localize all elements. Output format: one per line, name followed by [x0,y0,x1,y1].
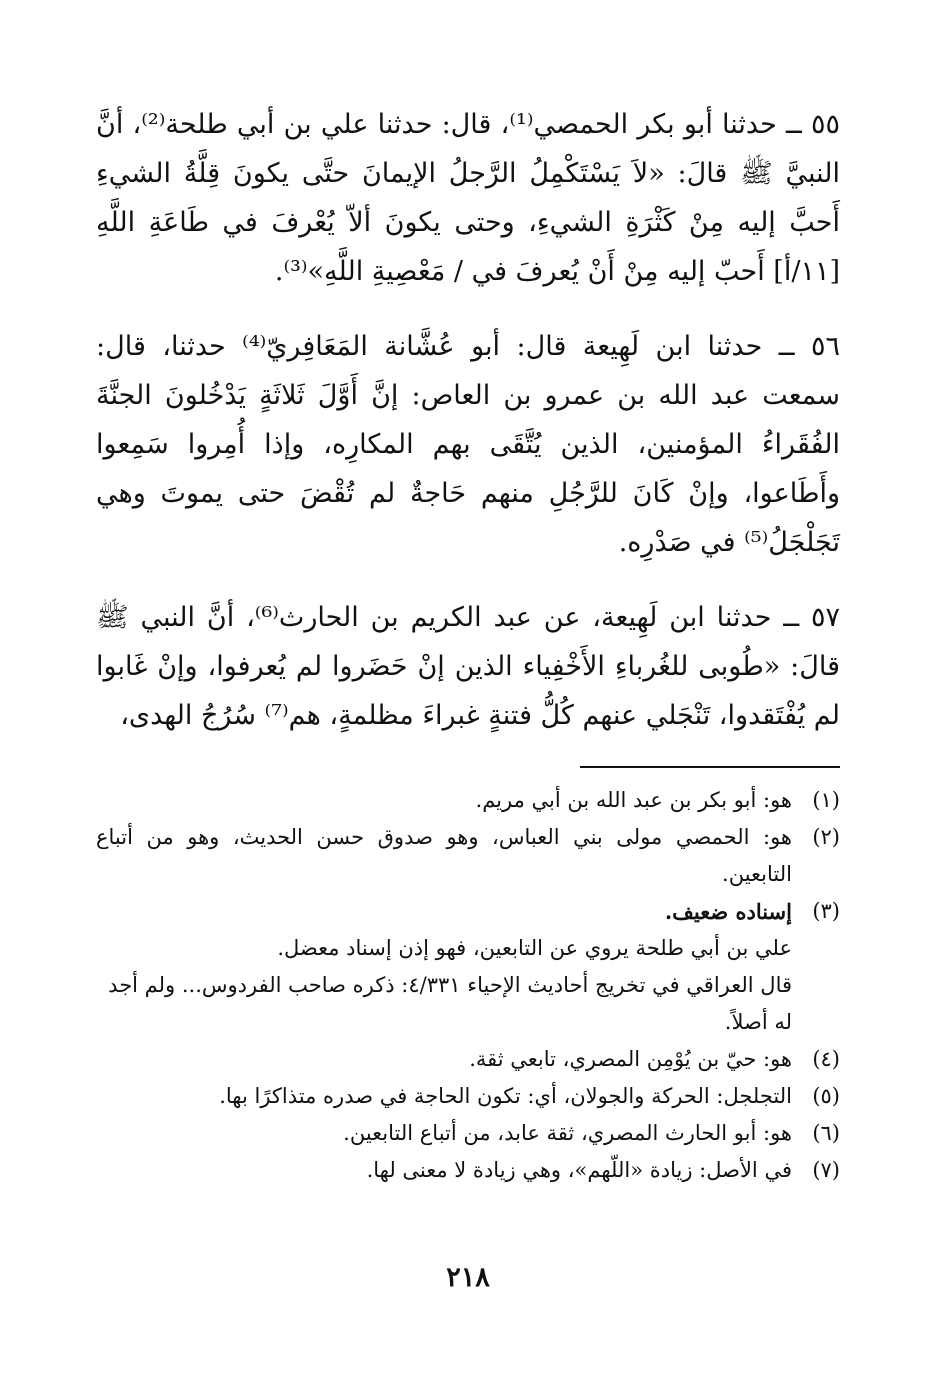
hadith-57: ٥٧ ــ حدثنا ابن لَهِيعة، عن عبد الكريم بن الحارث⁽⁶⁾، أنَّ النبي ﷺ قالَ: «طُوبى للغُرباءِ الأَخْفِياء الذين إنْ حَضَروا لم يُعرفوا، وإنْ غَابوا لم يُفْتَقدوا، تَنْجَلي عنهم كُلُّ فتنةٍ غبراءَ مظلمةٍ، هم⁽⁷⁾ سُرُجُ الهدى، [96,602,840,731]
footnote-5 [96,1078,840,1115]
footnote-text: التجلجل: الحركة والجولان، أي: تكون الحاجة في صدره متذاكرًا بها. [219,1084,792,1108]
footnote-3-note-2: قال العراقي في تخريج أحاديث الإحياء ٤/٣٣١: ذكره صاحب الفردوس... ولم أجد له أصلاً. [108,973,792,1034]
footnote-2 [96,819,840,893]
footnote-text: هو: الحمصي مولى بني العباس، وهو صدوق حسن الحديث، وهو من أتباع التابعين. [96,825,792,886]
footnote-text: هو: أبو بكر بن عبد الله بن أبي مريم. [475,788,792,812]
footnote-7 [96,1152,840,1189]
page-number: ٢١٨ [446,1262,490,1293]
footnote-1 [96,782,840,819]
footnote-text: في الأصل: زيادة «اللّهم»، وهي زيادة لا معنى لها. [366,1158,792,1182]
footnote-number: (٢) [812,825,840,849]
footnote-number: (٥) [812,1084,840,1108]
footnote-4 [96,1041,840,1078]
footnote-text: هو: أبو الحارث المصري، ثقة عابد، من أتباع التابعين. [343,1121,792,1145]
footnote-6 [96,1115,840,1152]
hadith-55: ٥٥ ــ حدثنا أبو بكر الحمصي⁽¹⁾، قال: حدثنا علي بن أبي طلحة⁽²⁾، أنَّ النبيَّ ﷺ قالَ: «لاَ يَسْتَكْمِلُ الرَّجلُ الإيمانَ حتَّى يكونَ قِلَّةُ الشيءِ أَحبَّ إليه مِنْ كَثْرَةِ الشيءِ، وحتى يكونَ ألاّ يُعْرفَ في طَاعَةِ اللَّهِ [١١/أ] أَحبّ إليه مِنْ أَنْ يُعرفَ في / مَعْصِيةِ اللَّهِ»⁽³⁾. [96,109,841,287]
hadith-56: ٥٦ ــ حدثنا ابن لَهِيعة قال: أبو عُشَّانة المَعَافِريّ⁽⁴⁾ حدثنا، قال: سمعت عبد الله بن عمرو بن العاص: إنَّ أَوَّلَ ثَلاثَةٍ يَدْخُلونَ الجنَّةَ الفُقَراءُ المؤمنين، الذين يُتَّقَى بهم المكارِه، وإذا أُمِروا سَمِعوا وأَطَاعوا، وإنْ كَانَ للرَّجُلِ منهم حَاجةٌ لم تُقْضَ حتى يموتَ وهي تَجَلْجَلُ⁽⁵⁾ في صَدْرِه. [96,331,841,558]
footnote-number: (٧) [812,1158,840,1182]
page-body [96,100,840,1189]
footnote-number: (١) [812,788,840,812]
footnote-number: (٣) [812,899,840,923]
footnote-text: إسناده ضعيف. [664,899,792,924]
footnote-number: (٦) [812,1121,840,1145]
footnote-divider [580,766,840,768]
footnote-text: هو: حيّ بن يُوْمِن المصري، تابعي ثقة. [469,1047,792,1071]
footnote-3 [96,893,840,930]
footnote-3-note-1: علي بن أبي طلحة يروي عن التابعين، فهو إذن إسناد معضل. [277,936,792,960]
footnote-number: (٤) [812,1047,840,1071]
